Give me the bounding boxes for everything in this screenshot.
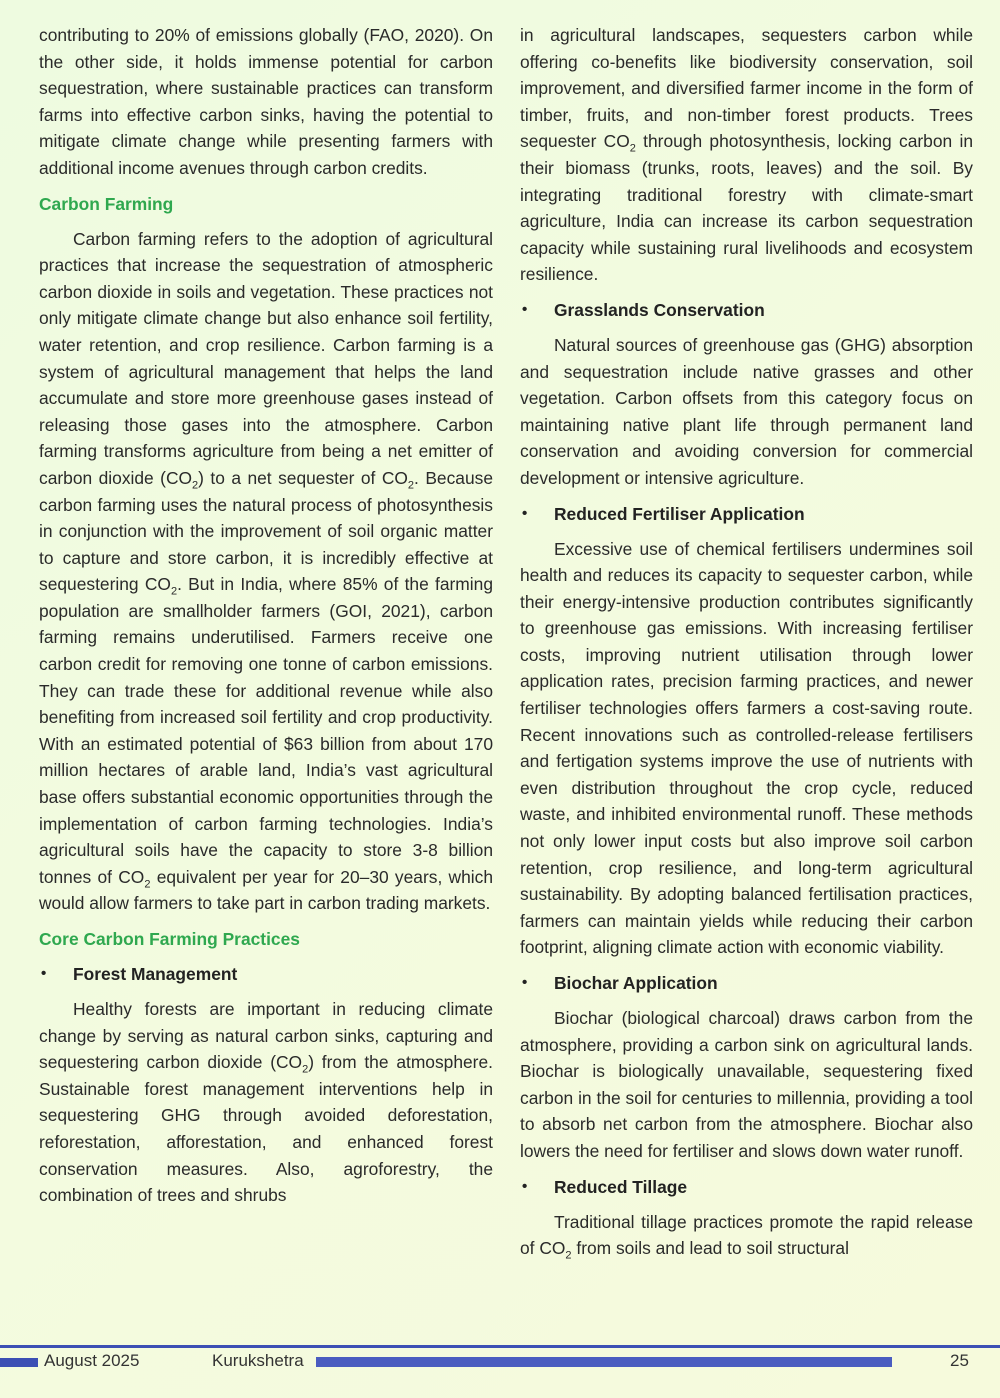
bullet-title: Reduced Fertiliser Application <box>554 503 805 524</box>
right-column <box>520 22 973 1262</box>
grasslands-paragraph: Natural sources of greenhouse gas (GHG) absorption and sequestration include native grasses and other vegetation. Carbon offsets from this category focus on maintaining native plant life through permanent land conservation and avoiding conversion for commercial development or intensive agriculture. <box>520 334 973 488</box>
footer-divider <box>0 1345 1000 1348</box>
forest-management-continued: in agricultural landscapes, sequesters carbon while offering co-benefits like biodiversity conservation, soil improvement, and diversified farmer income in the form of timber, fruits, and non-timber forest products. Trees sequester $CO_2$ through photosynthesis, locking carbon in their biomass (trunks, roots, leaves) and the soil. By integrating traditional forestry with climate-smart agriculture, India can increase its carbon sequestration capacity while sustaining rural livelihoods and ecosystem resilience. <box>520 25 973 285</box>
bullet-icon <box>520 1174 554 1200</box>
footer-bar-right <box>316 1357 892 1367</box>
bullet-tillage <box>520 1174 973 1200</box>
forest-management-paragraph: Healthy forests are important in reducing climate change by serving as natural carbon sinks, capturing and sequestering carbon dioxide $(CO_2)$ from the atmosphere. Sustainable forest management interventions help in sequestering GHG through avoided deforestation, reforestation, afforestation, and enhanced forest conservation measures. Also, agroforestry, the combination of trees and shrubs <box>39 999 493 1206</box>
bullet-title: Biochar Application <box>554 973 718 993</box>
bullet-grasslands <box>520 297 973 323</box>
core-practices-heading: Core Carbon Farming Practices <box>39 929 300 949</box>
tillage-paragraph: Traditional tillage practices promote the rapid release of $CO_2$ from soils and lead to soil structural <box>520 1211 973 1262</box>
bullet-icon <box>520 297 554 323</box>
bullet-fertiliser <box>520 501 973 527</box>
bullet-icon <box>39 961 73 987</box>
bullet-forest-management <box>39 961 493 987</box>
intro-paragraph: contributing to 20% of emissions globally (FAO, 2020). On the other side, it holds immense potential for carbon sequestration, where sustainable practices can transform farms into effective carbon sinks, having the potential to mitigate climate change while presenting farmers with additional income avenues through carbon credits. <box>39 25 493 178</box>
biochar-paragraph: Biochar (biological charcoal) draws carbon from the atmosphere, providing a carbon sink on agricultural lands. Biochar is biologically unavailable, sequestering fixed carbon in the soil for centuries to millennia, providing a tool to absorb net carbon from the atmosphere. Biochar also lowers the need for fertiliser and slows down water runoff. <box>520 1008 973 1161</box>
carbon-farming-heading: Carbon Farming <box>39 193 174 214</box>
bullet-title: Grasslands Conservation <box>554 299 765 320</box>
footer-magazine-name: Kurukshetra <box>212 1351 304 1370</box>
bullet-icon <box>520 501 554 527</box>
bullet-icon <box>520 970 554 996</box>
left-column <box>39 22 493 1209</box>
bullet-title: Reduced Tillage <box>554 1176 688 1197</box>
bullet-biochar <box>520 970 973 996</box>
carbon-farming-paragraph: Carbon farming refers to the adoption of agricultural practices that increase the sequestration of atmospheric carbon dioxide in soils and vegetation. These practices not only mitigate climate change but also enhance soil fertility, water retention, and crop resilience. Carbon farming is a system of agricultural management that helps the land accumulate and store more greenhouse gases instead of releasing those gases into the atmosphere. Carbon farming transforms agriculture from being a net emitter of carbon dioxide $(CO_2)$ to a net sequester of $CO_2$. Because carbon farming uses the natural process of photosynthesis in conjunction with the improvement of soil organic matter to capture and store carbon, it is incredibly effective at sequestering $CO_2$. But in India, where 85% of the farming population are smallholder farmers (GOI, 2021), carbon farming remains underutilised. Farmers receive one carbon credit for removing one tonne of carbon emissions. They can trade these for additional revenue while also benefiting from increased soil fertility and crop productivity. With an estimated potential of $63 billion from about 170 million hectares of arable land, India’s vast agricultural base offers substantial economic opportunities through the implementation of carbon farming technologies. India’s agricultural soils have the capacity to store 3-8 billion tonnes of $CO_2$ equivalent per year for 20–30 years, which would allow farmers to take part in carbon trading markets. <box>39 228 493 914</box>
bullet-title: Forest Management <box>73 964 238 984</box>
footer-bar-left <box>0 1358 38 1367</box>
footer-date: August 2025 <box>44 1351 140 1370</box>
page-footer <box>0 1350 1000 1374</box>
fertiliser-paragraph: Excessive use of chemical fertilisers undermines soil health and reduces its capacity to sequester carbon, while their energy-intensive production contributes significantly to greenhouse gas emissions. With increasing fertiliser costs, improving nutrient utilisation through lower application rates, precision farming practices, and newer fertiliser technologies offers farmers a cost-saving route. Recent innovations such as controlled-release fertilisers and fertigation systems improve the use of nutrients with even distribution throughout the crop cycle, reduced waste, and inhibited environmental runoff. These methods not only lower input costs but also improve soil carbon retention, crop resilience, and long-term agricultural sustainability. By adopting balanced fertilisation practices, farmers can maintain yields while reducing their carbon footprint, aligning climate action with economic viability. <box>520 538 973 958</box>
page-number: 25 <box>950 1351 969 1370</box>
